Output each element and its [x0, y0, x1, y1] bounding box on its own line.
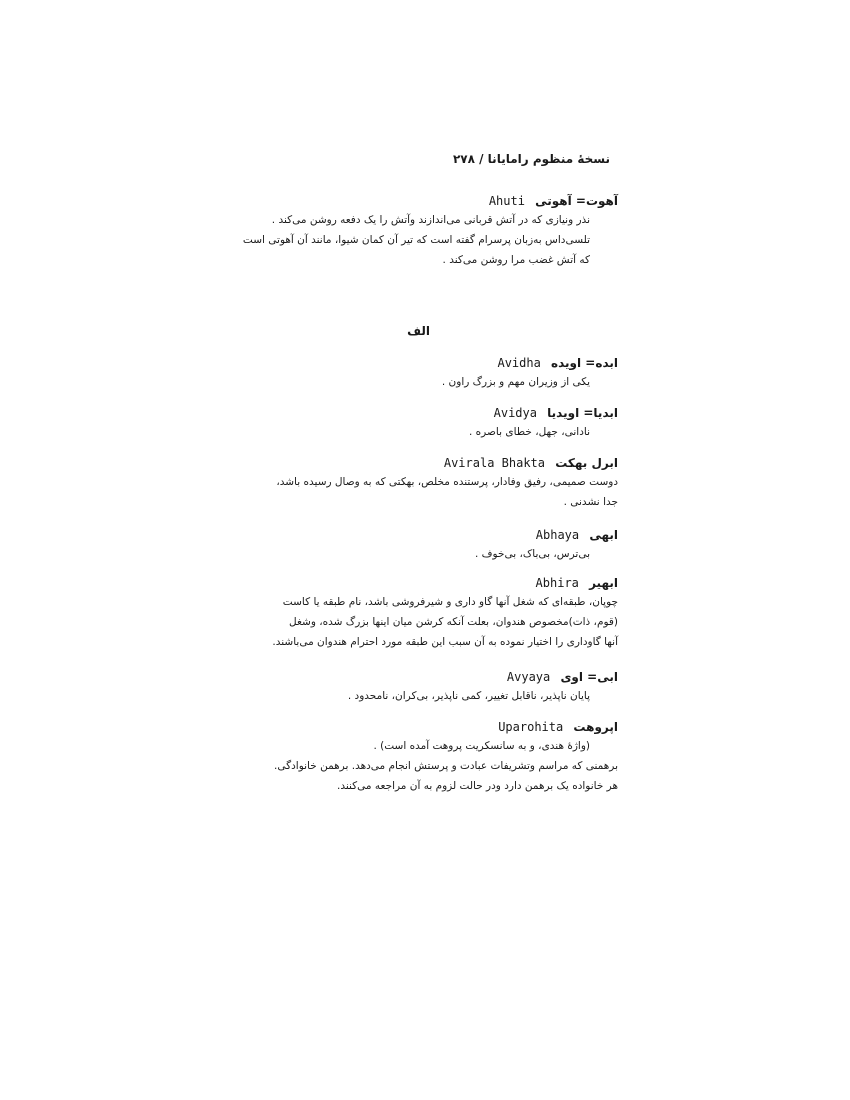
entry-line: نادانی، جهل، خطای باصره . — [469, 426, 590, 438]
entry-latin: Avirala Bhakta — [443, 456, 546, 470]
entry-title — [218, 668, 618, 686]
entry-line: چوپان، طبقه‌ای که شغل آنها گاو داری و شیرفروشی باشد، نام طبقه یا کاست — [282, 596, 618, 608]
entry-title — [218, 574, 618, 592]
entry-line: که آتش غضب مرا روشن می‌کند . — [442, 254, 590, 266]
entry-line: هر خانواده یک برهمن دارد ودر حالت لزوم به آن مراجعه می‌کنند. — [337, 780, 618, 792]
entry-avidha — [218, 354, 618, 392]
entry-term: ابدیا= اویدیا — [547, 406, 618, 420]
entry-latin: Abhira — [535, 576, 579, 590]
entry-term: ابی= اوی — [560, 670, 618, 684]
entry-title — [218, 454, 618, 472]
entry-term: آهوت= آهوتی — [535, 194, 618, 208]
entry-title — [218, 718, 618, 736]
entry-avyaya — [218, 668, 618, 706]
entry-ahuti — [218, 192, 618, 270]
entry-line: آنها گاوداری را اختیار نموده به آن سبب این طبقه مورد احترام هندوان می‌باشند. — [272, 636, 618, 648]
entry-line: دوست صمیمی، رفیق وفادار، پرستنده مخلص، بهکتی که به وصال رسیده باشد، — [276, 476, 618, 488]
entry-line: بی‌ترس، بی‌باک، بی‌خوف . — [474, 548, 590, 560]
entry-latin: Avyaya — [506, 670, 551, 684]
entry-title — [218, 354, 618, 372]
entry-term: ابهیر — [589, 576, 618, 590]
entry-line: جدا نشدنی . — [563, 496, 618, 508]
entry-latin: Uparohita — [498, 720, 564, 734]
entry-latin: Avidya — [493, 406, 537, 420]
entry-term: ابده= اویده — [551, 356, 618, 370]
entry-line: تلسی‌داس به‌زبان پرسرام گفته است که تیر آن کمان شیوا، مانند آن آهوتی است — [242, 234, 590, 246]
entry-line: یکی از وزیران مهم و بزرگ راون . — [441, 376, 590, 388]
entry-line: نذر ونیازی که در آتش قربانی می‌اندازند وآتش را یک دفعه روشن می‌کند . — [271, 214, 590, 226]
entry-line: برهمنی که مراسم وتشریفات عبادت و پرستش انجام می‌دهد. برهمن خانوادگی. — [274, 760, 618, 772]
header-title: نسخهٔ منظوم رامایانا / ۲۷۸ — [452, 152, 610, 166]
entry-latin: Avidha — [497, 356, 541, 370]
entry-title — [218, 526, 618, 544]
entry-line: پایان ناپذیر، ناقابل تغییر، کمی ناپذیر، بی‌کران، نامحدود . — [347, 690, 590, 702]
entry-abhira — [218, 574, 618, 652]
entry-line: (قوم، ذات)مخصوص هندوان، بعلت آنکه کرشن میان اینها بزرگ شده، وشغل — [289, 616, 618, 628]
page-header — [240, 152, 610, 166]
entry-term: ابرل بهکت — [555, 456, 618, 470]
entry-uparohita — [218, 718, 618, 796]
entry-latin: Ahuti — [488, 194, 525, 208]
entry-abhaya — [218, 526, 618, 564]
entry-line: (واژهٔ هندی، و به سانسکریت پروهت آمده است) . — [373, 740, 590, 752]
entry-title — [218, 192, 618, 210]
entry-term: ابهی — [589, 528, 618, 542]
section-letter: الف — [407, 324, 430, 338]
entry-title — [218, 404, 618, 422]
entry-avirala-bhakta — [218, 454, 618, 512]
entry-avidya — [218, 404, 618, 442]
entry-latin: Abhaya — [535, 528, 580, 542]
entry-term: اپروهت — [573, 720, 618, 734]
